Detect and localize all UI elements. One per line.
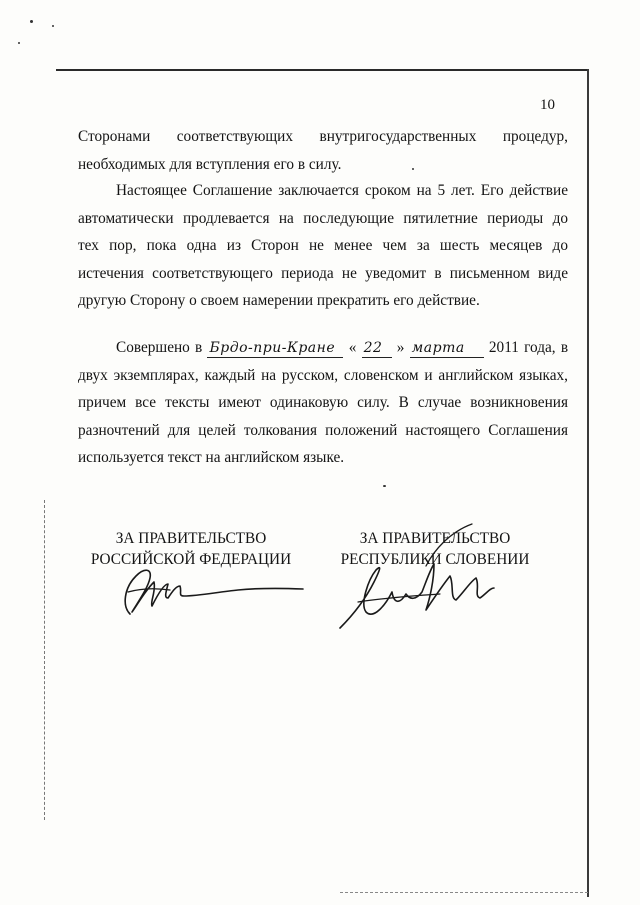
signature-heading-line: РЕСПУБЛИКИ СЛОВЕНИИ [340,551,530,568]
page-frame-left [44,500,45,820]
scan-speck [383,485,386,487]
quote-close: » [396,339,405,356]
page-frame-bottom [340,892,588,893]
handwritten-place: Брдо-при-Кране [207,339,343,358]
text-line: Настоящее Соглашение заключается сроком на 5 лет. Его действие [116,182,568,199]
text-line: разночтений для целей толкования положений настоящего Соглашения [78,421,568,439]
text-line-done-at [78,334,568,362]
scan-speck [18,42,20,44]
year-suffix: 2011 года, в [488,339,569,356]
text-line: Сторонами соответствующих внутригосударственных процедур, [78,128,568,145]
text-line: автоматически продлевается на последующие пятилетние периоды до [78,209,568,227]
page-number: 10 [540,97,555,113]
quote-open: « [348,339,357,356]
signature-heading-line: ЗА ПРАВИТЕЛЬСТВО [115,530,267,547]
text-line: тех пор, пока одна из Сторон не менее чем за шесть месяцев до [78,237,568,254]
text-line: используется текст на английском языке. [78,449,345,466]
handwritten-month: марта [410,339,484,358]
page-frame-right [587,69,589,897]
signature-heading-line: ЗА ПРАВИТЕЛЬСТВО [359,530,511,547]
handwritten-day: 22 [362,339,392,358]
page-frame-top [56,69,588,71]
paragraph-done-at [78,334,568,472]
text-line: другую Сторону о своем намерении прекратить его действие. [78,292,480,309]
signature-heading-line: РОССИЙСКОЙ ФЕДЕРАЦИИ [90,551,292,568]
signature-russia-image [108,562,308,624]
text-line: истечения соответствующего периода не уведомит в письменном виде [78,264,568,282]
scan-speck [30,20,33,23]
signature-slovenia-image [330,520,530,642]
text-line: причем все тексты имеют одинаковую силу. В случае возникновения [78,394,568,411]
done-at-prefix: Совершено в [116,339,203,356]
scan-speck [52,25,54,27]
text-line: необходимых для вступления его в силу. [78,155,342,173]
text-line: двух экземплярах, каждый на русском, словенском и английском языках, [78,366,568,384]
paragraph-term [78,177,568,315]
paragraph-ratification [78,123,568,178]
